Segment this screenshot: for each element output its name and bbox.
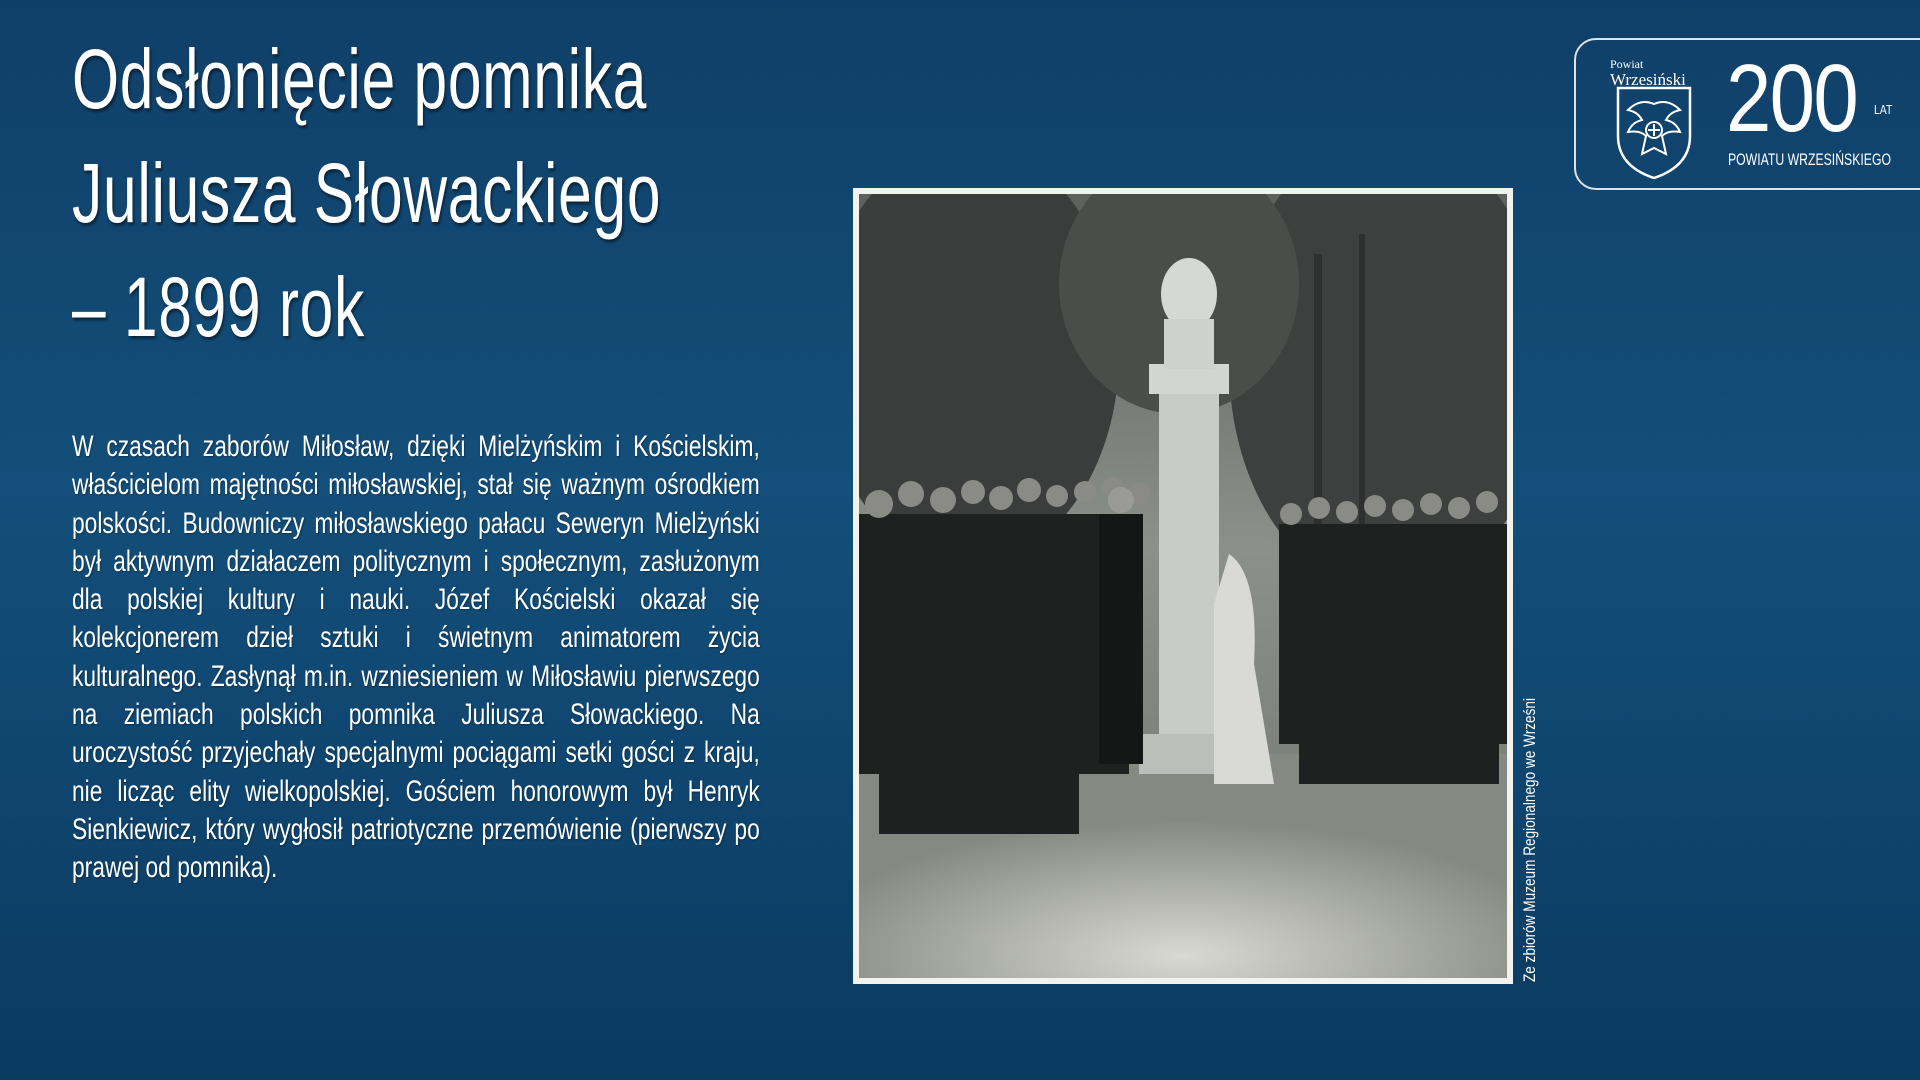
anniversary-number: 200 [1726,45,1858,152]
historical-photo [859,194,1507,978]
page-title [72,22,792,364]
coat-of-arms-icon [1614,84,1694,180]
anniversary-subtitle: POWIATU WRZESIŃSKIEGO [1728,150,1891,169]
anniversary-badge [1574,38,1920,190]
logo-line-1: Powiat [1610,57,1644,71]
photo-illustration [859,194,1507,978]
title-line-3: – 1899 rok [72,260,366,354]
historical-photo-frame [853,188,1513,984]
title-line-1: Odsłonięcie pomnika [72,32,648,126]
photo-credit: Ze zbiorów Muzeum Regionalnego we Wrześni [1520,698,1539,982]
anniversary-lat: LAT [1874,102,1893,117]
title-line-2: Juliusza Słowackiego [72,146,662,240]
description-text: W czasach zaborów Miłosław, dzięki Mielżyńskim i Kościelskim, właścicielom majętności miłosławskiej, stał się ważnym ośrodkiem polskości. Budowniczy miłosławskiego pałacu Seweryn Mielżyński był aktywnym działaczem politycznym i społecznym, zasłużonym dla polskiej kultury i nauki. Józef Kościelski okazał się kolekcjonerem dzieł sztuki i świetnym animatorem życia kulturalnego. Zasłynął m.in. wzniesieniem w Miłosławiu pierwszego na ziemiach polskich pomnika Juliusza Słowackiego. Na uroczystość przyjechały specjalnymi pociągami setki gości z kraju, nie licząc elity wielkopolskiej. Gościem honorowym był Henryk Sienkiewicz, który wygłosił patriotyczne przemówienie (pierwszy po prawej od pomnika). [72,430,760,885]
logo-line-2: Wrzesiński [1610,70,1686,89]
